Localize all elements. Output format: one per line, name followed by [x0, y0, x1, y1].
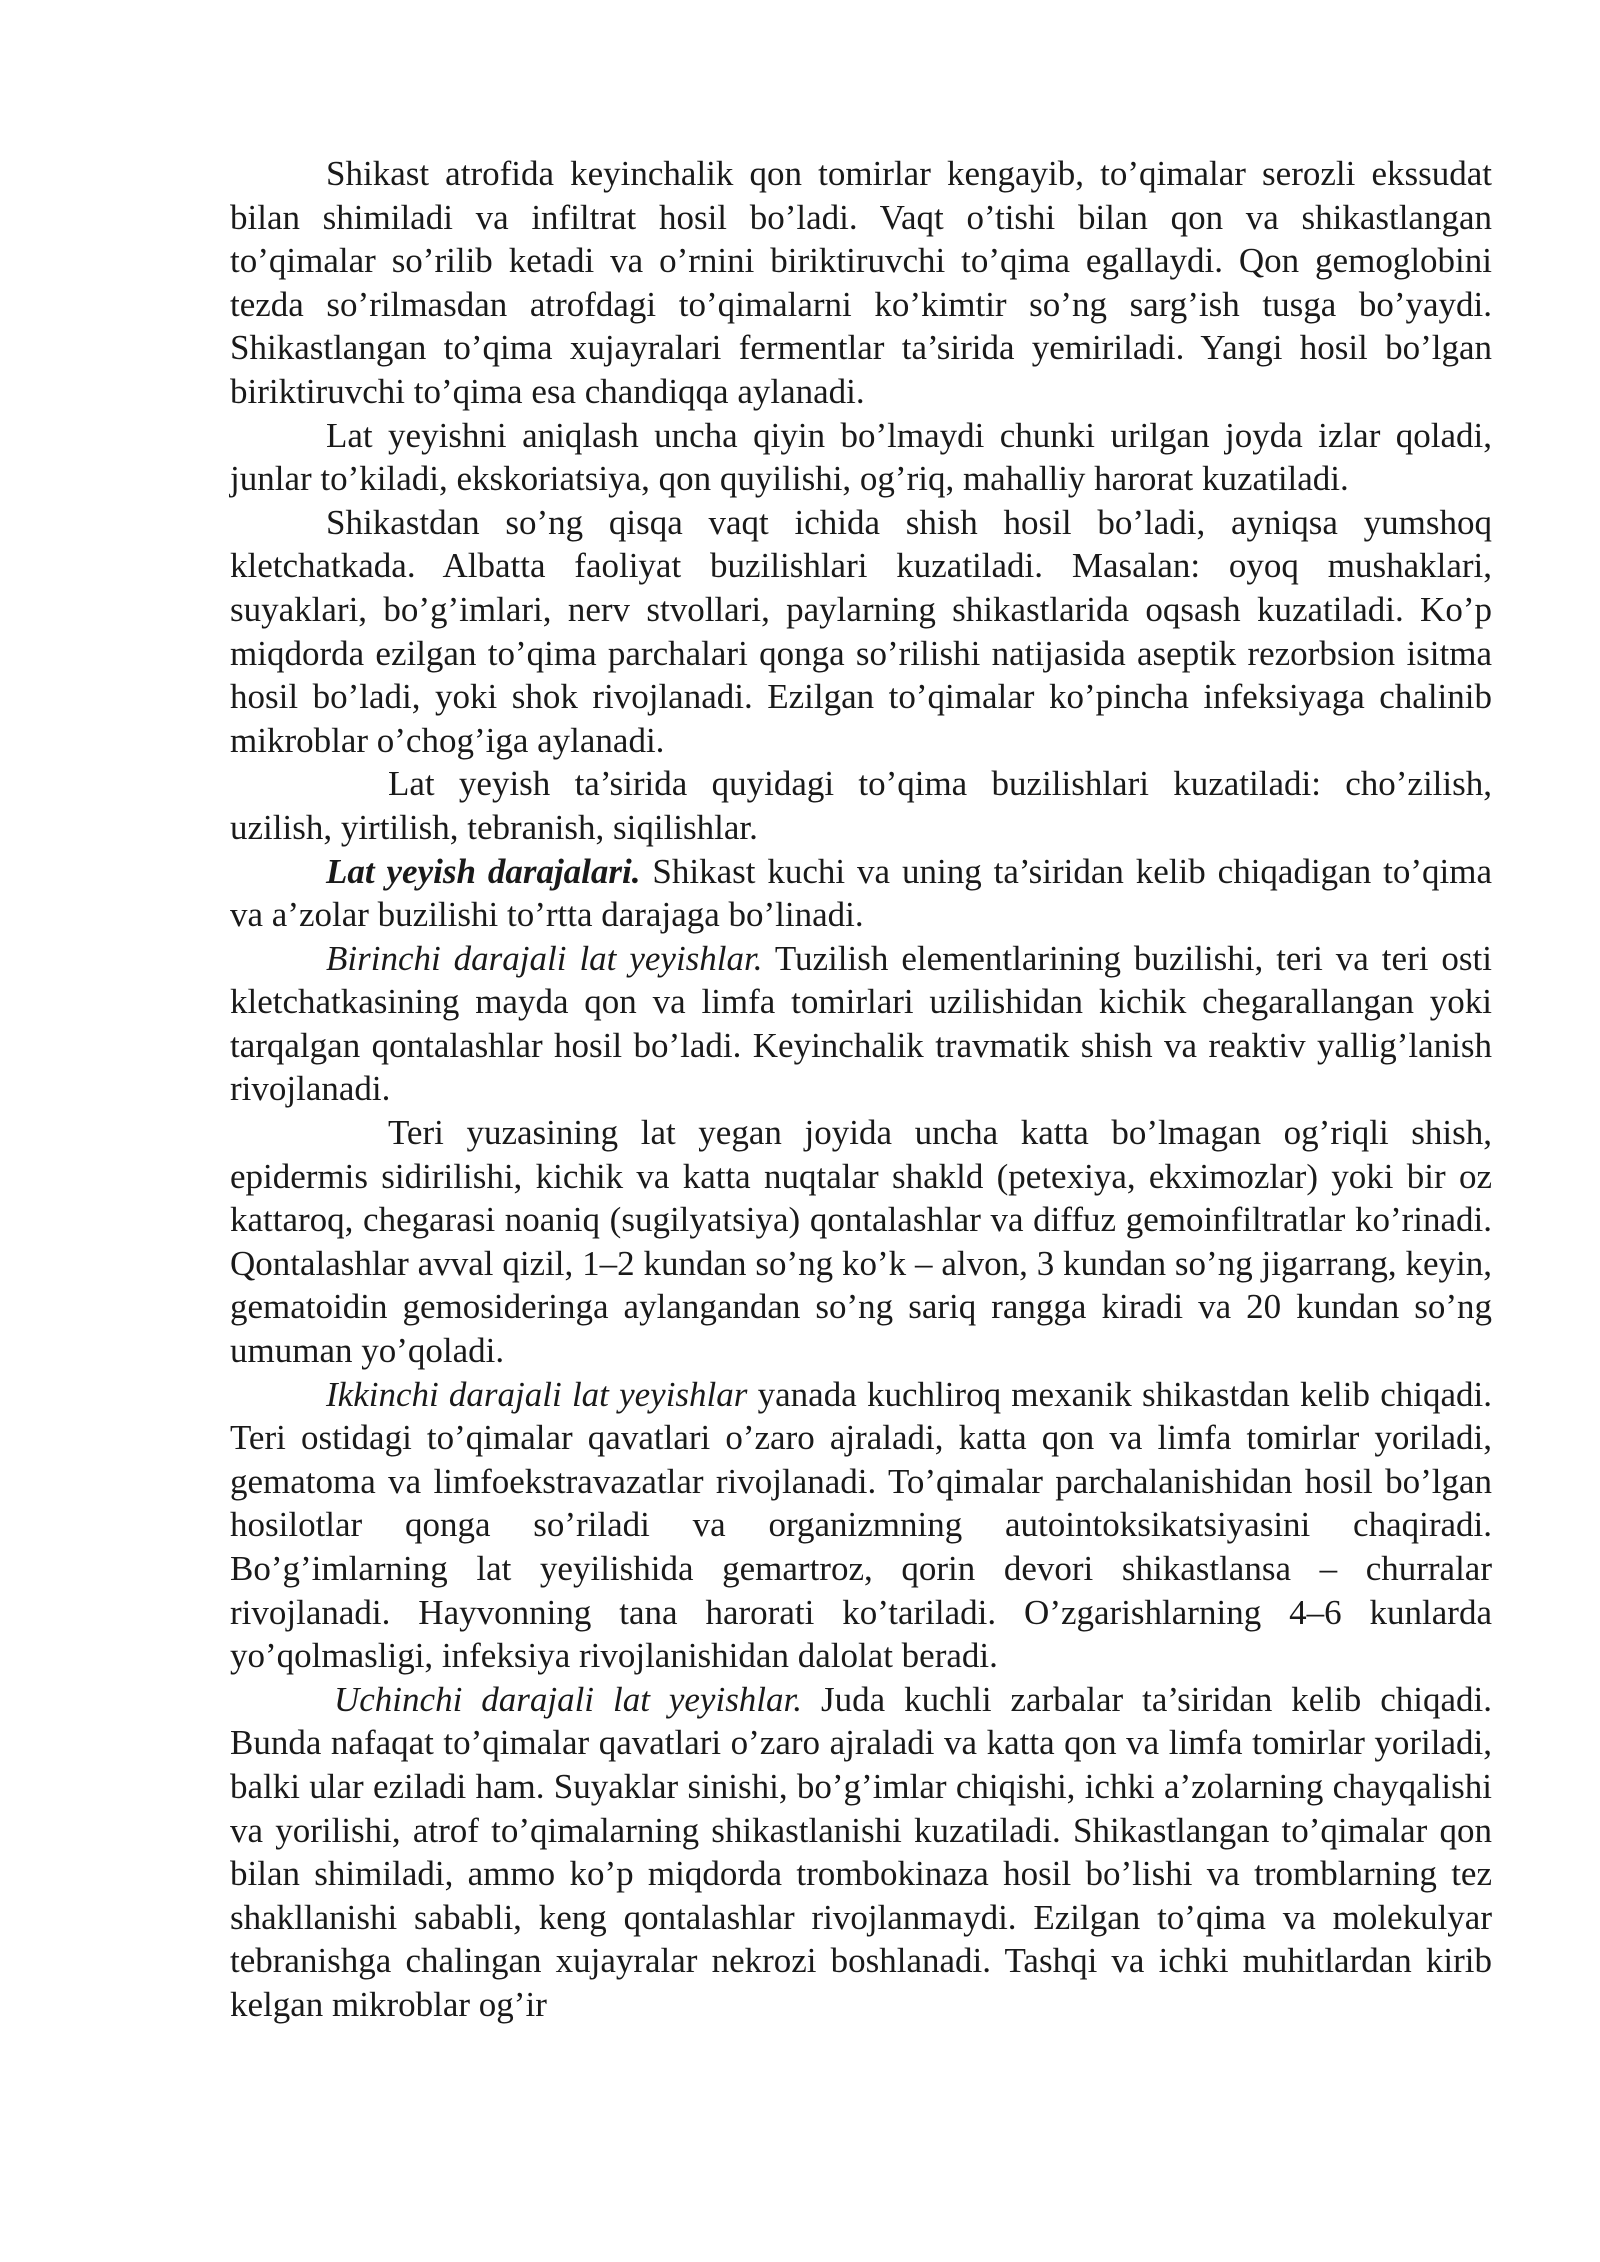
paragraph-skin-surface: [230, 1111, 1492, 1373]
paragraph-healing: [230, 152, 1492, 414]
paragraph-first-degree: [230, 937, 1492, 1111]
paragraph-swelling: [230, 501, 1492, 763]
section-heading: Birinchi darajali lat yeyishlar.: [326, 938, 763, 978]
paragraph-text: Shikast kuchi va uning ta’siridan kelib chiqadigan to’qima va a’zolar buzilishi to’rtta darajaga bo’linadi.: [230, 851, 1492, 935]
section-heading: Uchinchi darajali lat yeyishlar.: [334, 1679, 803, 1719]
paragraph-text: yanada kuchliroq mexanik shikastdan kelib chiqadi. Teri ostidagi to’qimalar qavatlari o’zaro ajraladi, katta qon va limfa tomirlar yoriladi, gematoma va limfoekstravazatlar rivojlanadi. To’qimalar parchalanishidan hosil bo’lgan hosilotlar qonga so’riladi va organizmning autointoksikatsiyasini chaqiradi. Bo’g’imlarning lat yeyilishida gemartroz, qorin devori shikastlansa – churralar rivojlanadi. Hayvonning tana harorati ko’tariladi. O’zgarishlarning 4–6 kunlarda yo’qolmasligi, infeksiya rivojlanishidan dalolat beradi.: [230, 1374, 1492, 1676]
paragraph-degrees: [230, 850, 1492, 937]
section-heading: Ikkinchi darajali lat yeyishlar: [326, 1374, 748, 1414]
document-page: [230, 152, 1492, 2027]
paragraph-text: Juda kuchli zarbalar ta’siridan kelib chiqadi. Bunda nafaqat to’qimalar qavatlari o’zaro ajraladi va katta qon va limfa tomirlar yoriladi, balki ular eziladi ham. Suyaklar sinishi, bo’g’imlar chiqishi, ichki a’zolarning chayqalishi va yorilishi, atrof to’qimalarning shikastlanishi kuzatiladi. Shikastlangan to’qimalar qon bilan shimiladi, ammo ko’p miqdorda trombokinaza hosil bo’lishi va tromblarning tez shakllanishi sababli, keng qontalashlar rivojlanmaydi. Ezilgan to’qima va molekulyar tebranishga chalingan xujayralar nekrozi boshlanadi. Tashqi va ichki muhitlardan kirib kelgan mikroblar og’ir: [230, 1679, 1492, 2024]
paragraph-text: Tuzilish elementlarining buzilishi, teri va teri osti kletchatkasining mayda qon va limfa tomirlari uzilishidan kichik chegarallangan yoki tarqalgan qontalashlar hosil bo’ladi. Keyinchalik travmatik shish va reaktiv yallig’lanish rivojlanadi.: [230, 938, 1492, 1109]
section-heading: Lat yeyish darajalari.: [326, 851, 641, 891]
paragraph-text: Lat yeyishni aniqlash uncha qiyin bo’lmaydi chunki urilgan joyda izlar qoladi, junlar to’kiladi, ekskoriatsiya, qon quyilishi, og’riq, mahalliy harorat kuzatiladi.: [230, 415, 1492, 499]
paragraph-text: Teri yuzasining lat yegan joyida uncha katta bo’lmagan og’riqli shish, epidermis sidirilishi, kichik va katta nuqtalar shakld (petexiya, ekximozlar) yoki bir oz kattaroq, chegarasi noaniq (sugilyatsiya) qontalashlar va diffuz gemoinfiltratlar ko’rinadi. Qontalashlar avval qizil, 1–2 kundan so’ng ko’k – alvon, 3 kundan so’ng jigarrang, keyin, gematoidin gemosideringa aylangandan so’ng sariq rangga kiradi va 20 kundan so’ng umuman yo’qoladi.: [230, 1113, 1492, 1371]
paragraph-text: Lat yeyish ta’sirida quyidagi to’qima buzilishlari kuzatiladi: cho’zilish, uzilish, yirtilish, tebranish, siqilishlar.: [230, 764, 1492, 847]
paragraph-second-degree: [230, 1373, 1492, 1678]
paragraph-text: Shikastdan so’ng qisqa vaqt ichida shish hosil bo’ladi, ayniqsa yumshoq kletchatkada. Albatta faoliyat buzilishlari kuzatiladi. Masalan: oyoq mushaklari, suyaklari, bo’g’imlari, nerv stvollari, paylarning shikastlarida oqsash kuzatiladi. Ko’p miqdorda ezilgan to’qima parchalari qonga so’rilishi natijasida aseptik rezorbsion isitma hosil bo’ladi, yoki shok rivojlanadi. Ezilgan to’qimalar ko’pincha infeksiyaga chalinib mikroblar o’chog’iga aylanadi.: [230, 502, 1492, 760]
paragraph-text: Shikast atrofida keyinchalik qon tomirlar kengayib, to’qimalar serozli ekssudat bilan shimiladi va infiltrat hosil bo’ladi. Vaqt o’tishi bilan qon va shikastlangan to’qimalar so’rilib ketadi va o’rnini biriktiruvchi to’qima egallaydi. Qon gemoglobini tezda so’rilmasdan atrofdagi to’qimalarni ko’kimtir so’ng sarg’ish tusga bo’yaydi. Shikastlangan to’qima xujayralari fermentlar ta’sirida yemiriladi. Yangi hosil bo’lgan biriktiruvchi to’qima esa chandiqqa aylanadi.: [230, 154, 1492, 411]
paragraph-tissue-damage: [230, 762, 1492, 849]
paragraph-third-degree: [230, 1678, 1492, 2027]
paragraph-diagnosis: [230, 414, 1492, 501]
